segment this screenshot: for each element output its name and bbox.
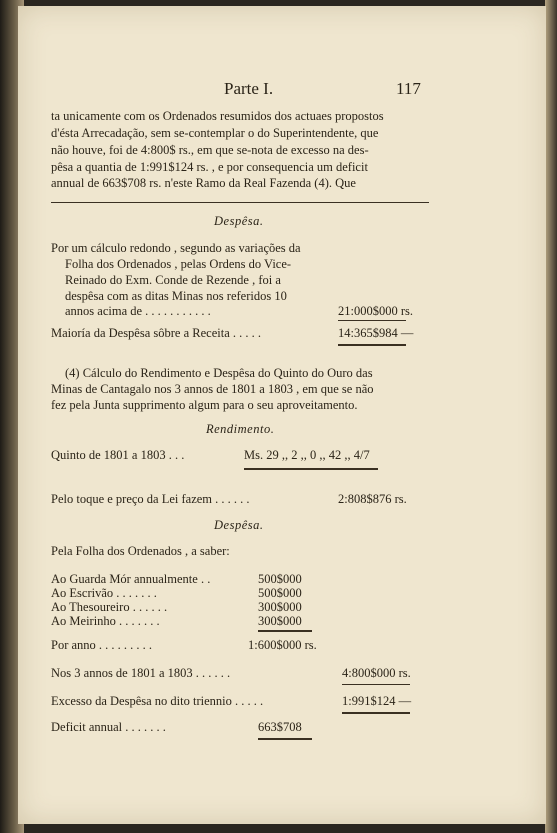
excesso-label: Excesso da Despêsa no dito triennio . . . . .	[51, 694, 264, 708]
paragraph-line: annual de 663$708 rs. n'este Ramo da Real Fazenda (4). Que	[51, 176, 356, 190]
page-number: 117	[396, 79, 421, 98]
despesa-line: Reinado do Exm. Conde de Rezende , foi a	[65, 273, 281, 287]
footnote-line: fez pela Junta supprimento algum para o seu aproveitamento.	[51, 398, 358, 412]
official-amount: 300$000	[258, 614, 302, 628]
despesa-amount: 21:000$000 rs.	[338, 304, 413, 318]
section-divider	[51, 202, 429, 203]
footnote-line: Minas de Cantagalo nos 3 annos de 1801 a 1803 , em que se não	[51, 382, 374, 396]
official-label: Ao Meirinho . . . . . . .	[51, 614, 160, 628]
excesso-amount: 1:991$124 —	[342, 694, 412, 708]
despesa-line: Folha dos Ordenados , pelas Ordens do Vice-	[65, 257, 292, 271]
quinto-rule	[244, 468, 378, 470]
total-rule	[338, 344, 406, 346]
despesa-line: despêsa com as ditas Minas nos referidos 10	[65, 289, 287, 303]
majority-amount: 14:365$984 —	[338, 326, 414, 340]
quinto-label: Quinto de 1801 a 1803 . . .	[51, 448, 185, 462]
despesa-heading: Despêsa.	[214, 214, 264, 228]
quinto-value: Ms. 29 ,, 2 ,, 0 ,, 42 ,, 4/7	[244, 448, 370, 462]
official-label: Ao Escrivão . . . . . . .	[51, 586, 157, 600]
official-label: Ao Thesoureiro . . . . . .	[51, 600, 168, 614]
paragraph-line: d'ésta Arrecadação, sem se-contemplar o do Superintendente, que	[51, 126, 379, 140]
part-heading: Parte I.	[224, 79, 274, 98]
tres-annos-label: Nos 3 annos de 1801 a 1803 . . . . . .	[51, 666, 231, 680]
toque-label: Pelo toque e preço da Lei fazem . . . . . .	[51, 492, 250, 506]
folha-intro: Pela Folha dos Ordenados , a saber:	[51, 544, 230, 558]
official-amount: 500$000	[258, 586, 302, 600]
deficit-amount: 663$708	[258, 720, 302, 734]
footnote-line: (4) Cálculo do Rendimento e Despêsa do Quinto do Ouro das	[65, 366, 373, 380]
despesa-line: Por um cálculo redondo , segundo as variações da	[51, 241, 301, 255]
tres-annos-rule	[342, 684, 410, 685]
official-label: Ao Guarda Mór annualmente . .	[51, 572, 211, 586]
despesa-last-line: annos acima de . . . . . . . . . . .	[65, 304, 211, 318]
rendimento-heading: Rendimento.	[206, 422, 275, 436]
despesa-subheading: Despêsa.	[214, 518, 264, 532]
deficit-label: Deficit annual . . . . . . .	[51, 720, 166, 734]
sum-rule	[338, 320, 406, 321]
right-page-edge	[545, 0, 557, 833]
por-anno-amount: 1:600$000 rs.	[248, 638, 317, 652]
excesso-rule	[342, 712, 410, 714]
paragraph-line: pêsa a quantia de 1:991$124 rs. , e por consequencia um deficit	[51, 160, 368, 174]
deficit-rule	[258, 738, 312, 740]
officials-rule	[258, 630, 312, 632]
majority-label: Maioría da Despêsa sôbre a Receita . . . . .	[51, 326, 261, 340]
official-amount: 500$000	[258, 572, 302, 586]
toque-amount: 2:808$876 rs.	[338, 492, 407, 506]
tres-annos-amount: 4:800$000 rs.	[342, 666, 411, 680]
paragraph-line: não houve, foi de 4:800$ rs., em que se-nota de excesso na des-	[51, 143, 369, 157]
official-amount: 300$000	[258, 600, 302, 614]
paragraph-line: ta unicamente com os Ordenados resumidos dos actuaes propostos	[51, 109, 384, 123]
page-sheet	[18, 6, 546, 824]
por-anno-label: Por anno . . . . . . . . .	[51, 638, 153, 652]
